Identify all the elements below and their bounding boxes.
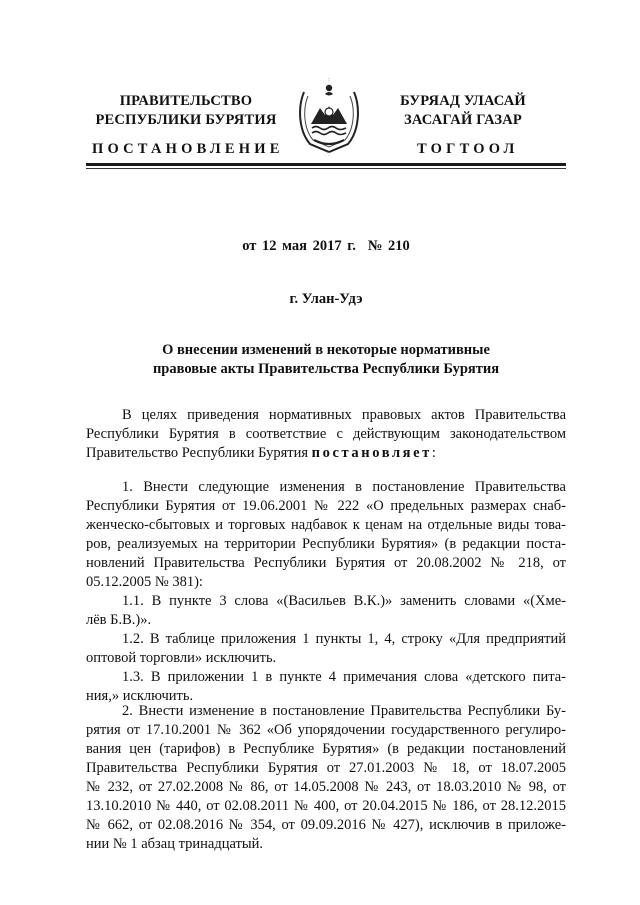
subitem-1-3-line: ния,» исключить. [86, 688, 194, 704]
item-1-line: Республики Бурятия от 19.06.2001 № 222 «О предельных размерах снаб- [86, 498, 566, 514]
header-divider-thin [86, 168, 566, 169]
doc-type-russian: ПОСТАНОВЛЕНИЕ [92, 141, 284, 157]
preamble-line: Республики Бурятия в соответствие с действующим законодательством [86, 426, 566, 442]
document-date: от 12 мая 2017 г. [242, 238, 356, 254]
document-number: № 210 [367, 238, 410, 254]
title-line-2: правовые акты Правительства Республики Бурятия [152, 361, 500, 377]
item-2-line: № 662, от 02.08.2016 № 354, от 09.09.2016 № 427), исключив в приложе- [86, 817, 566, 833]
doc-type-buryat: ТОГТООЛ [417, 141, 519, 157]
item-2-line: 13.10.2010 № 440, от 02.08.2011 № 400, от 20.04.2015 № 186, от 28.12.2015 [86, 798, 566, 814]
subitem-1-2-line: оптовой торговли» исключить. [86, 650, 277, 666]
item-1-line: новлений Правительства Республики Бурятия от 20.08.2002 № 218, от [86, 555, 566, 571]
preamble-line-final [86, 444, 566, 463]
item-2-line: № 232, от 27.02.2008 № 86, от 14.05.2008 № 243, от 18.03.2010 № 98, от [86, 779, 566, 795]
issuer-line-2: РЕСПУБЛИКИ БУРЯТИЯ [95, 112, 277, 128]
item-1-line: 05.12.2005 № 381): [86, 574, 203, 590]
issuer-name-buryat [388, 92, 538, 130]
issuer-buryat-line-2: ЗАСАГАЙ ГАЗАР [404, 112, 522, 128]
resolves-keyword: постановляет [311, 445, 432, 461]
preamble-subject: Правительство Республики Бурятия [86, 445, 309, 461]
title-line-1: О внесении изменений в некоторые нормативные [162, 342, 490, 358]
item-2-line: вания цен (тарифов) в Республике Бурятия» (в редакции постановлений [86, 741, 566, 757]
issuer-name-russian [86, 92, 286, 130]
subitem-1-2-line: 1.2. В таблице приложения 1 пункты 1, 4, строку «Для предприятий [122, 631, 566, 647]
issuer-line-1: ПРАВИТЕЛЬСТВО [119, 93, 253, 109]
item-2-line: рятия от 17.10.2001 № 362 «Об упорядочении государственного регулиро- [86, 722, 566, 738]
preamble-line: В целях приведения нормативных правовых актов Правительства [122, 407, 566, 423]
item-2-paragraph [86, 702, 566, 854]
republic-of-buryatia-emblem-icon [294, 78, 364, 156]
preamble-paragraph [86, 406, 566, 463]
document-title [86, 341, 566, 379]
item-1-line: женческо-сбытовых и торговых надбавок к ценам на отдельные виды това- [86, 517, 566, 533]
preamble-colon: : [431, 445, 436, 461]
document-place: г. Улан-Удэ [289, 291, 363, 307]
subitem-1-1-line: 1.1. В пункте 3 слова «(Васильев В.К.)» заменить словами «(Хме- [122, 593, 566, 609]
item-1-line: ров, реализуемых на территории Республики Бурятия» (в редакции поста- [86, 536, 566, 552]
item-1-paragraph [86, 478, 566, 706]
item-2-line: Правительства Республики Бурятия от 27.01.2003 № 18, от 18.07.2005 [86, 760, 566, 776]
subitem-1-3-line: 1.3. В приложении 1 в пункте 4 примечания слова «детского пита- [122, 669, 566, 685]
subitem-1-1-line: лёв Б.В.)». [86, 612, 152, 628]
header-divider-thick [86, 163, 566, 166]
item-2-line: 2. Внести изменение в постановление Правительства Республики Бу- [122, 703, 566, 719]
item-2-line: нии № 1 абзац тринадцатый. [86, 836, 263, 852]
item-1-line: 1. Внести следующие изменения в постановление Правительства [122, 479, 566, 495]
issuer-buryat-line-1: БУРЯАД УЛАСАЙ [400, 93, 526, 109]
document-dateline [86, 238, 566, 255]
